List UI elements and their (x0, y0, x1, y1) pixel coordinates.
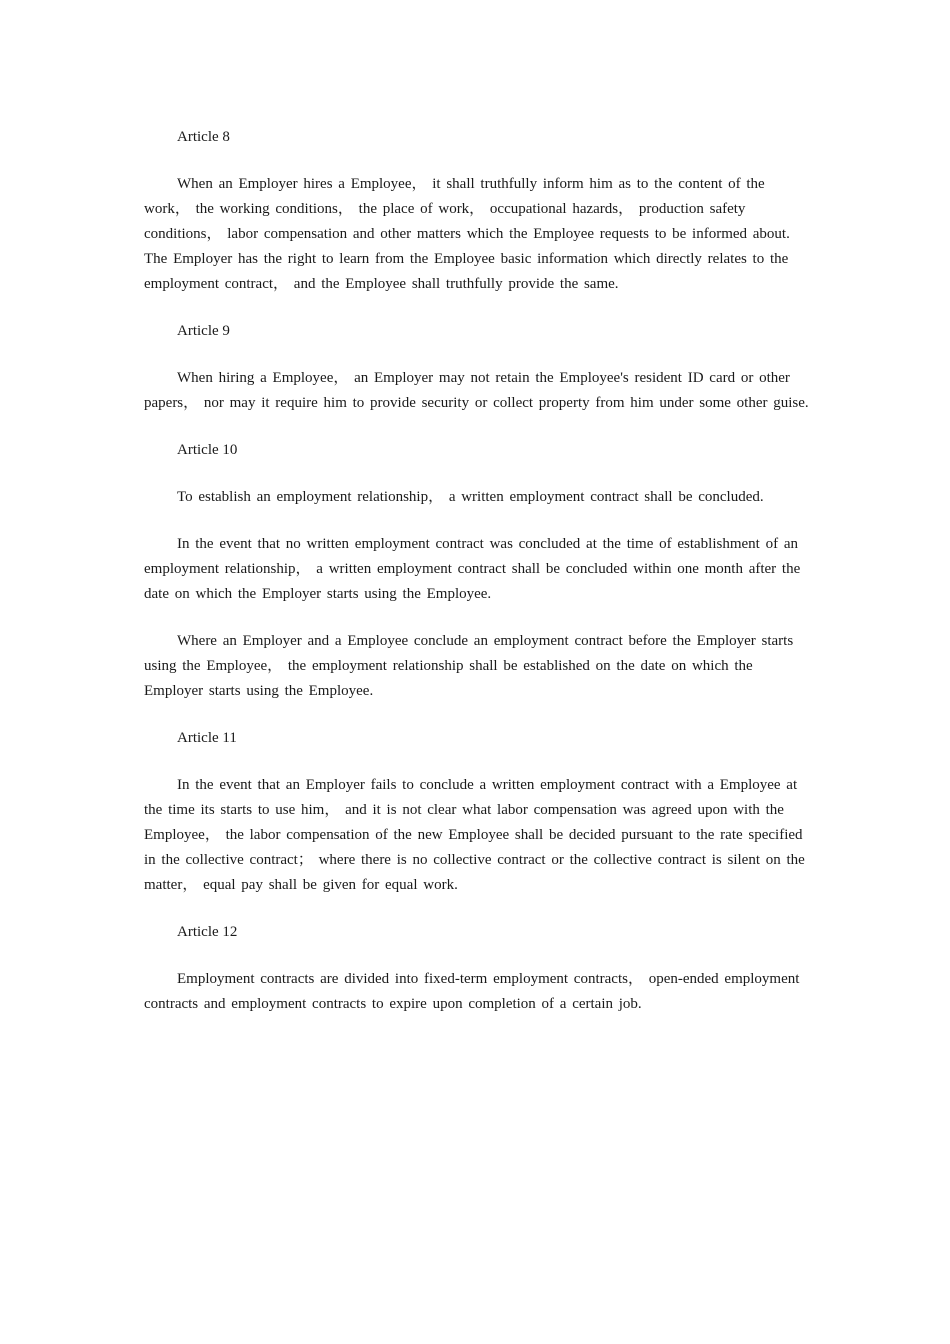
article-11 (144, 726, 814, 898)
article-paragraph: When an Employer hires a Employee， it shall truthfully inform him as to the content of the work， the working conditions， the place of work， occupational hazards， production safety conditions， labor compensation and other matters which the Employee requests to be informed about. The Employer has the right to learn from the Employee basic information which directly relates to the employment contract， and the Employee shall truthfully provide the same. (144, 176, 790, 292)
article-paragraph: Where an Employer and a Employee conclude an employment contract before the Employer starts using the Employee， the employment relationship shall be established on the date on which the Employer starts using the Employee. (144, 633, 794, 699)
article-12 (144, 920, 814, 1017)
article-paragraph: Employment contracts are divided into fixed-term employment contracts， open-ended employment contracts and employment contracts to expire upon completion of a certain job. (144, 971, 800, 1012)
article-8 (144, 125, 814, 297)
article-paragraph: In the event that an Employer fails to conclude a written employment contract with a Employee at the time its starts to use him， and it is not clear what labor compensation was agreed upon with the Employee， the labor compensation of the new Employee shall be decided pursuant to the rate specified in the collective contract； where there is no collective contract or the collective contract is silent on the matter， equal pay shall be given for equal work. (144, 777, 805, 893)
article-heading: Article 10 (177, 442, 238, 458)
article-paragraph: When hiring a Employee， an Employer may not retain the Employee's resident ID card or other papers， nor may it require him to provide security or collect property from him under some other guise. (144, 370, 809, 411)
article-heading: Article 8 (177, 129, 230, 145)
article-9 (144, 319, 814, 416)
article-heading: Article 9 (177, 323, 230, 339)
article-10 (144, 438, 814, 704)
article-heading: Article 11 (177, 730, 237, 746)
article-paragraph: To establish an employment relationship， a written employment contract shall be concluded. (177, 489, 764, 505)
article-paragraph: In the event that no written employment contract was concluded at the time of establishment of an employment relationship， a written employment contract shall be concluded within one month after the date on which the Employer starts using the Employee. (144, 536, 801, 602)
article-heading: Article 12 (177, 924, 238, 940)
document-page (144, 125, 814, 1017)
